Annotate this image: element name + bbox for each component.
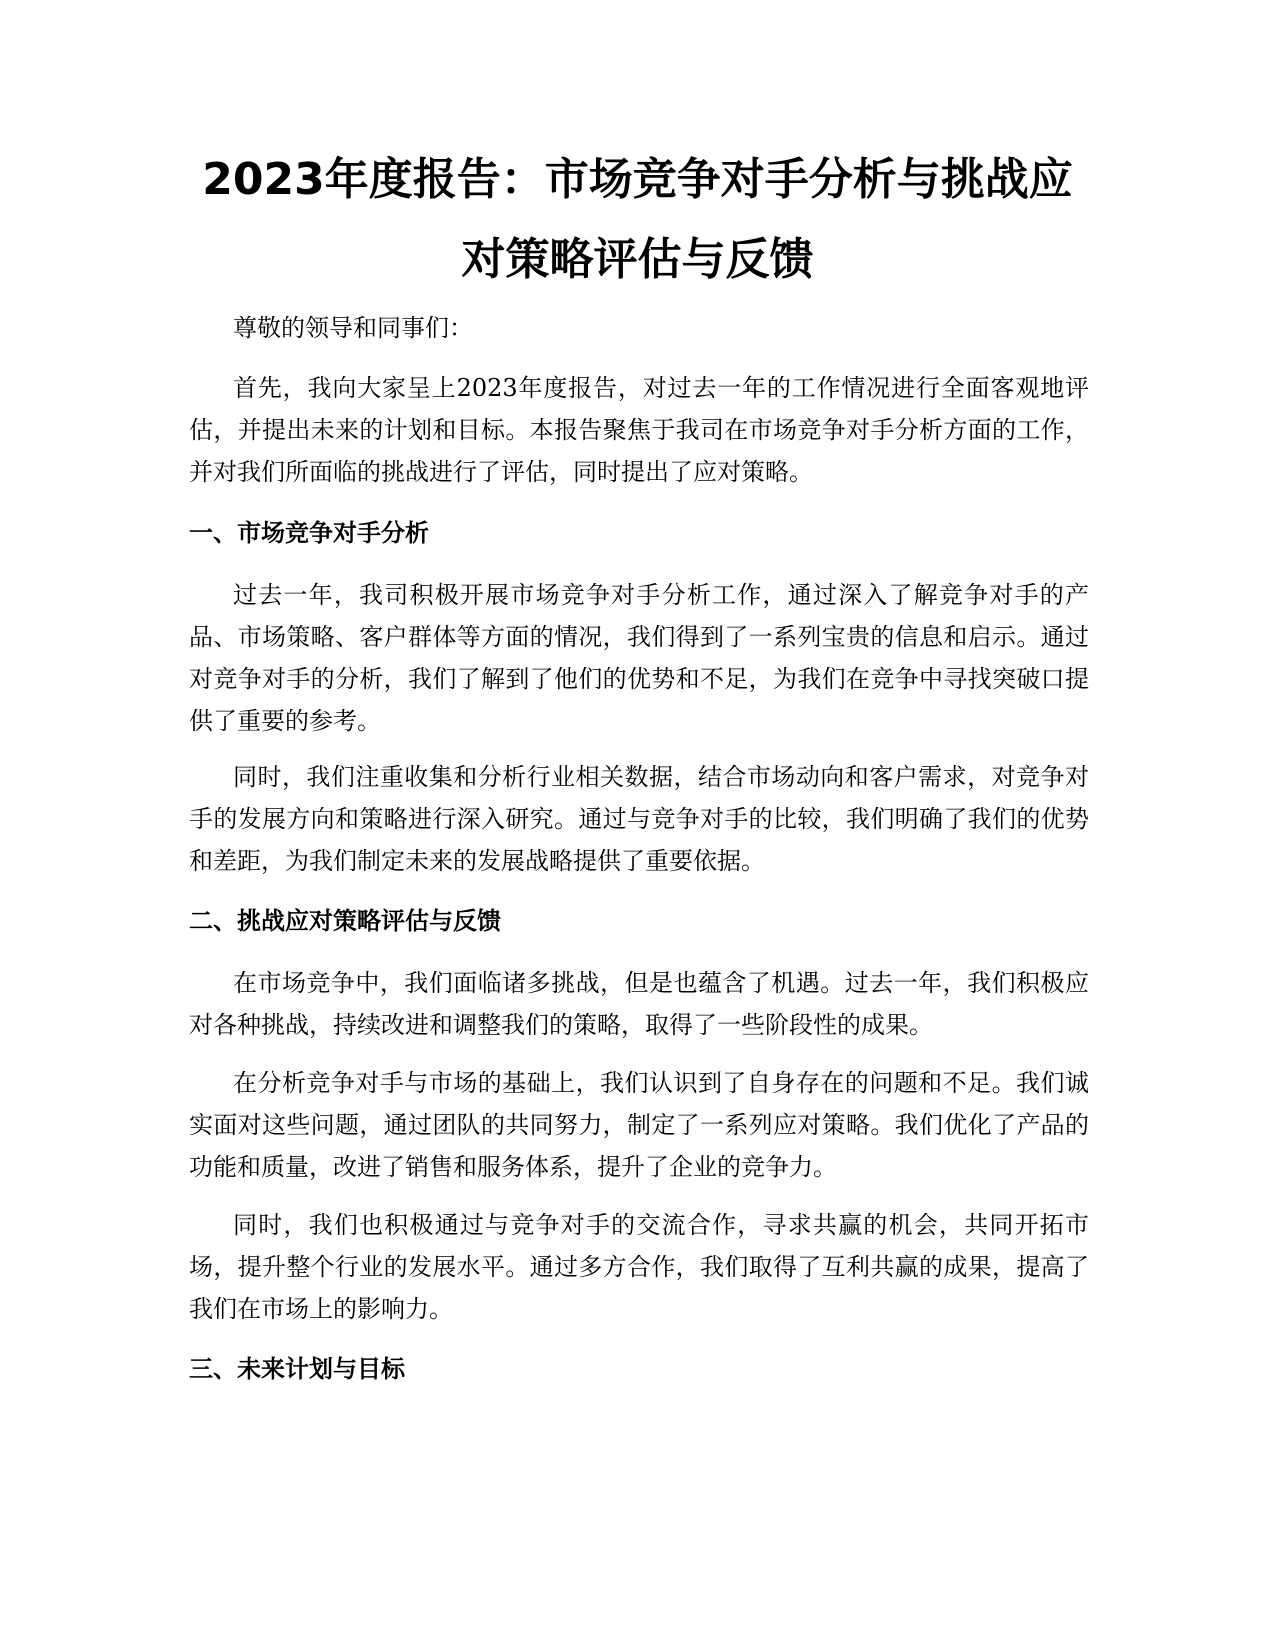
- title-line-1: 2023年度报告：市场竞争对手分析与挑战应: [202, 154, 1073, 205]
- section-2-paragraph-3: 同时，我们也积极通过与竞争对手的交流合作，寻求共赢的机会，共同开拓市场，提升整个行业的发展水平。通过多方合作，我们取得了互利共赢的成果，提高了我们在市场上的影响力。: [189, 1211, 1089, 1323]
- title-line-2: 对策略评估与反馈: [461, 234, 814, 285]
- intro-paragraph: 首先，我向大家呈上2023年度报告，对过去一年的工作情况进行全面客观地评估，并提出未来的计划和目标。本报告聚焦于我司在市场竞争对手分析方面的工作，并对我们所面临的挑战进行了评估，同时提出了应对策略。: [189, 374, 1089, 486]
- greeting-paragraph: 尊敬的领导和同事们：: [233, 314, 473, 342]
- section-1-paragraph-1: 过去一年，我司积极开展市场竞争对手分析工作，通过深入了解竞争对手的产品、市场策略、客户群体等方面的情况，我们得到了一系列宝贵的信息和启示。通过对竞争对手的分析，我们了解到了他们的优势和不足，为我们在竞争中寻找突破口提供了重要的参考。: [189, 581, 1089, 735]
- section-2-paragraph-2: 在分析竞争对手与市场的基础上，我们认识到了自身存在的问题和不足。我们诚实面对这些问题，通过团队的共同努力，制定了一系列应对策略。我们优化了产品的功能和质量，改进了销售和服务体系，提升了企业的竞争力。: [189, 1069, 1089, 1181]
- section-heading-3: 三、未来计划与目标: [189, 1355, 405, 1383]
- section-2-paragraph-1: 在市场竞争中，我们面临诸多挑战，但是也蕴含了机遇。过去一年，我们积极应对各种挑战，持续改进和调整我们的策略，取得了一些阶段性的成果。: [189, 969, 1089, 1039]
- section-1-paragraph-2: 同时，我们注重收集和分析行业相关数据，结合市场动向和客户需求，对竞争对手的发展方向和策略进行深入研究。通过与竞争对手的比较，我们明确了我们的优势和差距，为我们制定未来的发展战略提供了重要依据。: [189, 763, 1089, 875]
- document-title: [180, 140, 1095, 300]
- section-heading-2: 二、挑战应对策略评估与反馈: [189, 907, 501, 935]
- section-heading-1: 一、市场竞争对手分析: [189, 519, 429, 547]
